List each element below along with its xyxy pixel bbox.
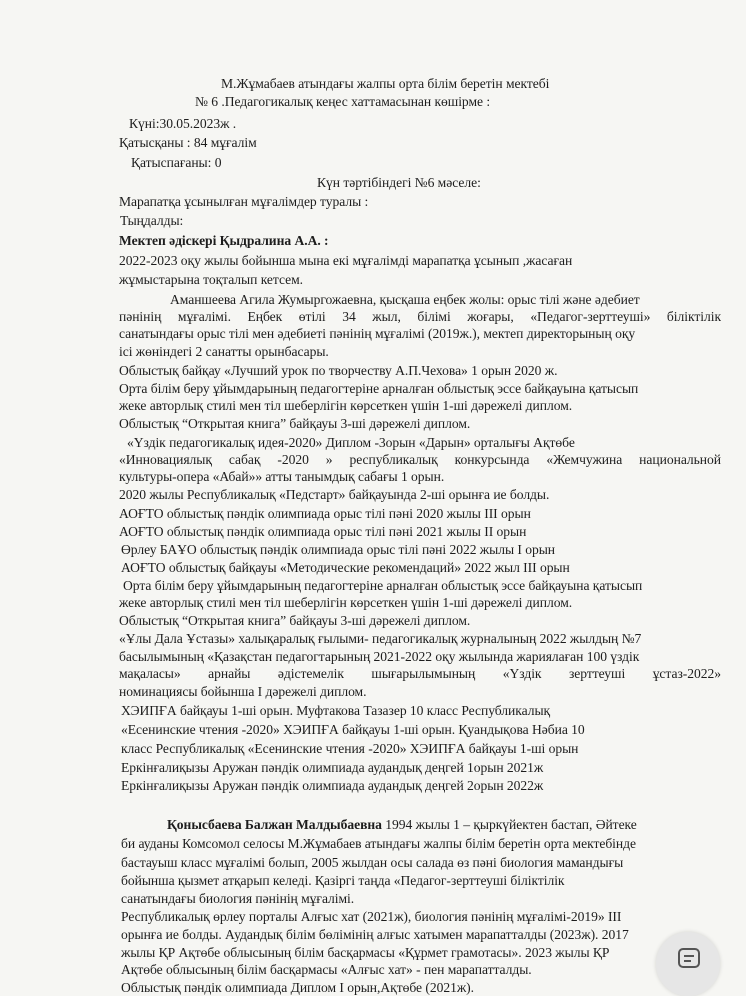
body-line: санатындағы орыс тілі мен әдебиеті пәнінің мұғалімі (2019ж.), мектеп директорының оқу [119,326,636,341]
body-line: жеке авторлық стилі мен тіл шеберлігін көрсеткен үшін 1-ші дәрежелі диплом. [119,595,573,610]
body-line: Еркінғалиқызы Аружан пәндік олимпиада аудандық деңгей 1орын 2021ж [121,760,544,775]
school-line: М.Жұмабаев атындағы жалпы орта білім беретін мектебі [221,76,550,91]
topic-line: Марапатқа ұсынылған мұғалімдер туралы : [119,194,369,209]
body-line: бойынша қызмет атқарып келеді. Қазіргі таңда «Педагог-зерттеуші біліктілік [121,873,565,888]
share-button[interactable] [656,932,720,996]
body-line: санатындағы биология пәнінің мұғалімі. [121,891,355,906]
teacher2-first-rest: 1994 жылы 1 – қыркүйектен бастап, Әйтеке [381,817,637,832]
body-line: культуры-опера «Абай»» атты танымдық сабағы 1 орын. [119,469,445,484]
body-line: Облыстық пәндік олимпиада Диплом І орын,Ақтөбе (2021ж). [121,980,474,995]
document-icon [676,946,702,972]
body-line: «Үздік педагогикалық идея-2020» Диплом -3орын «Дарын» орталығы Ақтөбе [127,435,575,450]
body-line: номинациясы бойынша І дәрежелі диплом. [119,684,367,699]
body-line: пәнінің мұғалімі. Еңбек өтілі 34 жыл, білімі жоғары, «Педагог-зерттеуші» біліктілік [119,309,721,324]
body-line: Орта білім беру ұйымдарының педагогтеріне арналған облыстық эссе байқауына қатысып [119,381,639,396]
teacher2-first-line [167,817,637,833]
attended-line: Қатысқаны : 84 мұғалім [119,135,257,150]
body-line: ісі жөніндегі 2 санатты орынбасары. [119,344,329,359]
body-line: «Инновациялық сабақ -2020 » республикалық конкурсында «Жемчужина национальной [119,452,721,467]
body-line: ХЭИПҒА байқауы 1-ші орын. Муфтакова Тазазер 10 класс Республикалық [121,703,551,718]
body-line: 2022-2023 оқу жылы бойынша мына екі мұғалімді марапатқа ұсынып ,жасаған [119,253,573,268]
body-line: жеке авторлық стилі мен тіл шеберлігін көрсеткен үшін 1-ші дәрежелі диплом. [119,398,573,413]
body-line: АОҒТО облыстық пәндік олимпиада орыс тілі пәні 2020 жылы ІІІ орын [119,506,531,521]
body-line: би ауданы Комсомол селосы М.Жұмабаев атындағы жалпы білім беретін орта мектебінде [121,836,636,851]
body-line: Аманшеева Агила Жумыргожаевна, қысқаша еңбек жолы: орыс тілі және әдебиет [170,292,640,307]
body-line: басылымының «Қазақстан педагогтарының 2021-2022 оқу жылында жариялаған 100 үздік [119,649,640,664]
body-line: Республикалық өрлеу порталы Алғыс хат (2021ж), биология пәнінің мұғалімі-2019» ІІІ [121,909,622,924]
body-line: Еркінғалиқызы Аружан пәндік олимпиада аудандық деңгей 2орын 2022ж [121,778,544,793]
body-line: класс Республикалық «Есенинские чтения -2020» ХЭИПҒА байқауы 1-ші орын [121,741,579,756]
body-line: орынға ие болды. Аудандық білім бөлімінің алғыс хатымен марапатталды (2023ж). 2017 [121,927,629,942]
agenda-line: Күн тәртібіндегі №6 мәселе: [317,175,481,190]
body-line: Облыстық “Открытая книга” байқауы 3-ші дәрежелі диплом. [119,613,471,628]
absent-line: Қатыспағаны: 0 [131,155,222,170]
body-line: АОҒТО облыстық пәндік олимпиада орыс тілі пәні 2021 жылы ІІ орын [119,524,527,539]
body-line: жылы ҚР Ақтөбе облысының білім басқармасы «Құрмет грамотасы». 2023 жылы ҚР [121,945,610,960]
body-line: «Есенинские чтения -2020» ХЭИПҒА байқауы 1-ші орын. Қуандықова Нәбиа 10 [121,722,585,737]
protocol-line: № 6 .Педагогикалық кеңес хаттамасынан көшірме : [195,94,491,109]
body-line: жұмыстарына тоқталып кетсем. [119,272,303,287]
body-line: бастауыш класс мұғалімі болып, 2005 жылдан осы салада өз пәні биология мамандығы [121,855,624,870]
body-line: Орта білім беру ұйымдарының педагогтеріне арналған облыстық эссе байқауына қатысып [123,578,643,593]
body-line: Өрлеу БАҰО облыстық пәндік олимпиада орыс тілі пәні 2022 жылы І орын [121,542,556,557]
body-line: АОҒТО облыстық байқауы «Методические рекомендаций» 2022 жыл ІІІ орын [121,560,570,575]
speaker-line: Мектеп әдіскері Қыдралина А.А. : [119,233,329,248]
body-line: Ақтөбе облысының білім басқармасы «Алғыс хат» - пен марапатталды. [121,962,532,977]
body-line: Облыстық “Открытая книга” байқауы 3-ші дәрежелі диплом. [119,416,471,431]
body-line: мақаласы» арнайы әдістемелік шығарылымының «Үздік зерттеуші ұстаз-2022» [119,666,721,681]
date-line: Күні:30.05.2023ж . [129,116,237,131]
body-line: «Ұлы Дала Ұстазы» халықаралық ғылыми- педагогикалық журналының 2022 жылдың №7 [119,631,642,646]
body-line: Облыстық байқау «Лучший урок по творчеству А.П.Чехова» 1 орын 2020 ж. [119,363,558,378]
body-line: 2020 жылы Республикалық «Педстарт» байқауында 2-ші орынға ие болды. [119,487,550,502]
teacher2-name: Қонысбаева Балжан Малдыбаевна [167,817,382,832]
listened-line: Тыңдалды: [120,213,184,228]
